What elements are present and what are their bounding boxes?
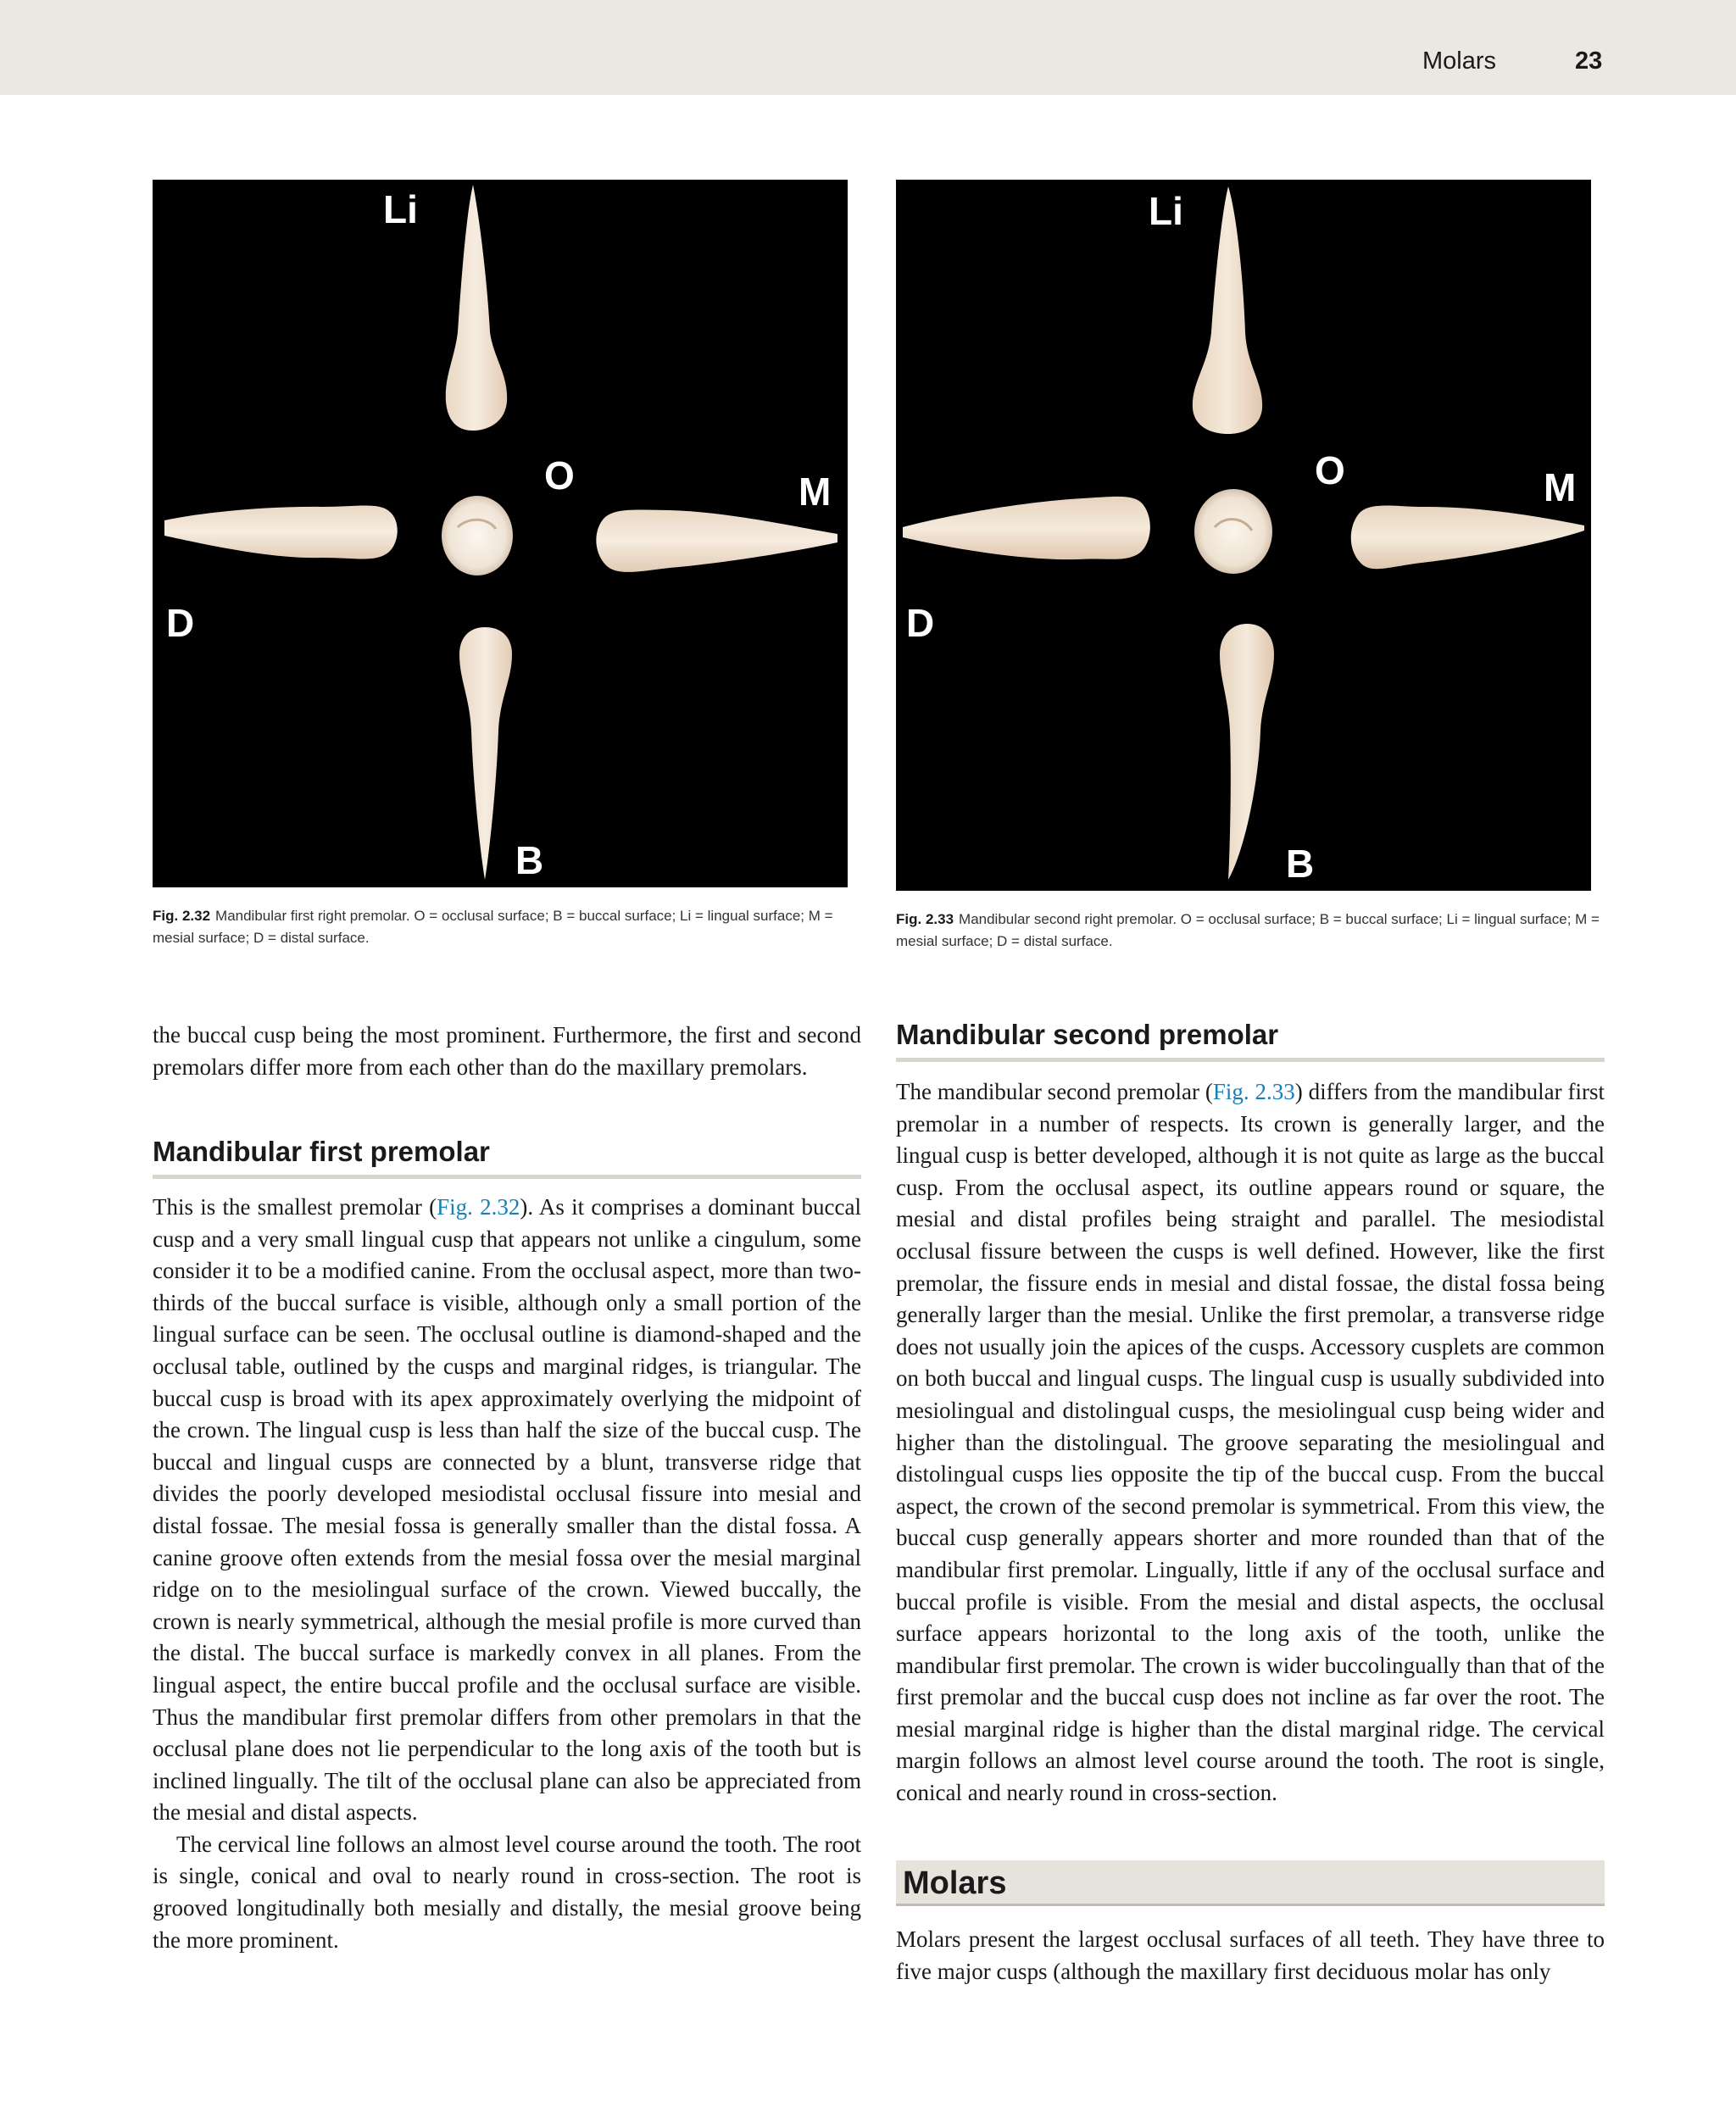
distal-view-tooth — [903, 497, 1150, 559]
premolar-photo-illustration — [153, 180, 848, 887]
caption-text: Mandibular first right premolar. O = occlusal surface; B = buccal surface; Li = lingual surface; M = mesial surface; D = distal surface. — [153, 908, 833, 946]
running-title: Molars — [1422, 47, 1497, 75]
lingual-view-tooth — [1193, 186, 1262, 434]
label-mesial: M — [1544, 465, 1577, 509]
figure-2-33-image — [896, 180, 1591, 891]
label-occlusal: O — [544, 453, 575, 498]
label-distal: D — [906, 601, 935, 645]
premolar-photo-illustration — [896, 180, 1591, 891]
molars-intro-text — [896, 1924, 1605, 1987]
label-lingual: Li — [1149, 189, 1183, 233]
label-buccal: B — [1286, 842, 1315, 886]
caption-figure-number: Fig. 2.33 — [896, 911, 954, 927]
body-paragraph: This is the smallest premolar (Fig. 2.32). As it comprises a dominant buccal cusp and a very small lingual cusp that appears not unlike a cingulum, some consider it to be a modified canine. From the occlusal aspect, more than two-thirds of the buccal surface is visible, although only a small portion of the lingual surface can be seen. The occlusal outline is diamond-shaped and the occlusal table, outlined by the cusps and marginal ridges, is triangular. The buccal cusp is broad with its apex approximately overlying the midpoint of the crown. The lingual cusp is less than half the size of the buccal cusp. The buccal and lingual cusps are connected by a blunt, transverse ridge that divides the poorly developed mesiodistal occlusal fissure into mesial and distal fossae. The mesial fossa is generally smaller than the distal fossa. A canine groove often extends from the mesial fossa over the mesial marginal ridge on to the mesiolingual surface of the crown. Viewed buccally, the crown is nearly symmetrical, although the mesial profile is more curved than the distal. The buccal surface is markedly convex in all planes. From the lingual aspect, the entire buccal profile and the occlusal surface are visible. Thus the mandibular first premolar differs from other premolars in that the occlusal plane does not lie perpendicular to the long axis of the tooth but is inclined lingually. The tilt of the occlusal plane can also be appreciated from the mesial and distal aspects. — [153, 1194, 861, 1826]
figure-2-33-link[interactable]: Fig. 2.33 — [1212, 1079, 1295, 1104]
mesial-view-tooth — [596, 509, 837, 571]
distal-view-tooth — [164, 506, 398, 559]
body-paragraph: The mandibular second premolar (Fig. 2.33) differs from the mandibular first premolar in a number of respects. Its crown is generally larger, and the lingual cusp is better developed, although it is not quite as large as the buccal cusp. From the occlusal aspect, its outline appears round or square, the mesial and distal profiles being straight and parallel. The mesiodistal occlusal fissure between the cusps is well defined. However, like the first premolar, the fissure ends in mesial and distal fossae, the distal fossa being generally larger than the mesial. Unlike the first premolar, a transverse ridge does not usually join the apices of the cusps. Accessory cusplets are common on both buccal and lingual cusps. The lingual cusp is usually subdivided into mesiolingual and distolingual cusps, the mesiolingual cusp being wider and higher than the distolingual. The groove separating the mesiolingual and distolingual cusps lies opposite the tip of the buccal cusp. From the buccal aspect, the crown of the second premolar is symmetrical. From this view, the buccal cusp generally appears shorter and more rounded than that of the mandibular first premolar. Lingually, little if any of the occlusal surface and buccal profile is visible. From the mesial and distal aspects, the occlusal surface appears horizontal to the long axis of the tooth, unlike the mandibular first premolar. The crown is wider buccolingually than that of the first premolar and the buccal cusp does not incline as far over the root. The mesial marginal ridge is higher than the distal marginal ridge. The cervical margin follows an almost level course around the tooth. The root is single, conical and nearly round in cross-section. — [896, 1079, 1605, 1806]
body-paragraph: the buccal cusp being the most prominent. Furthermore, the first and second premolars differ more from each other than do the maxillary premolars. — [153, 1022, 861, 1080]
figure-2-32-caption — [153, 905, 856, 949]
body-paragraph: The cervical line follows an almost level course around the tooth. The root is single, conical and oval to nearly round in cross-section. The root is grooved longitudinally both mesially and distally, the mesial groove being the more prominent. — [153, 1831, 861, 1953]
occlusal-view-tooth — [442, 496, 513, 575]
figure-2-32-link[interactable]: Fig. 2.32 — [437, 1194, 520, 1220]
label-distal: D — [166, 601, 195, 645]
label-lingual: Li — [383, 187, 418, 231]
figure-2-32-image — [153, 180, 848, 887]
label-buccal: B — [515, 838, 544, 882]
caption-figure-number: Fig. 2.32 — [153, 908, 211, 924]
mesial-view-tooth — [1351, 506, 1584, 570]
buccal-view-tooth — [1220, 624, 1274, 880]
left-body-text — [153, 1192, 861, 1956]
buccal-view-tooth — [459, 627, 512, 880]
lingual-view-tooth — [446, 185, 507, 431]
caption-text: Mandibular second right premolar. O = occlusal surface; B = buccal surface; Li = lingual surface; M = mesial surface; D = distal surface. — [896, 911, 1600, 949]
page-number: 23 — [1575, 47, 1603, 75]
left-intro-paragraph — [153, 1020, 861, 1083]
section-heading-second-premolar: Mandibular second premolar — [896, 1019, 1605, 1062]
right-body-text — [896, 1076, 1605, 1809]
occlusal-view-tooth — [1194, 489, 1272, 574]
body-paragraph: Molars present the largest occlusal surfaces of all teeth. They have three to five major cusps (although the maxillary first deciduous molar has only — [896, 1926, 1605, 1984]
label-mesial: M — [798, 470, 832, 514]
section-heading-first-premolar: Mandibular first premolar — [153, 1136, 861, 1179]
figure-2-33-caption — [896, 909, 1600, 953]
label-occlusal: O — [1315, 448, 1345, 492]
section-heading-molars: Molars — [896, 1860, 1605, 1906]
